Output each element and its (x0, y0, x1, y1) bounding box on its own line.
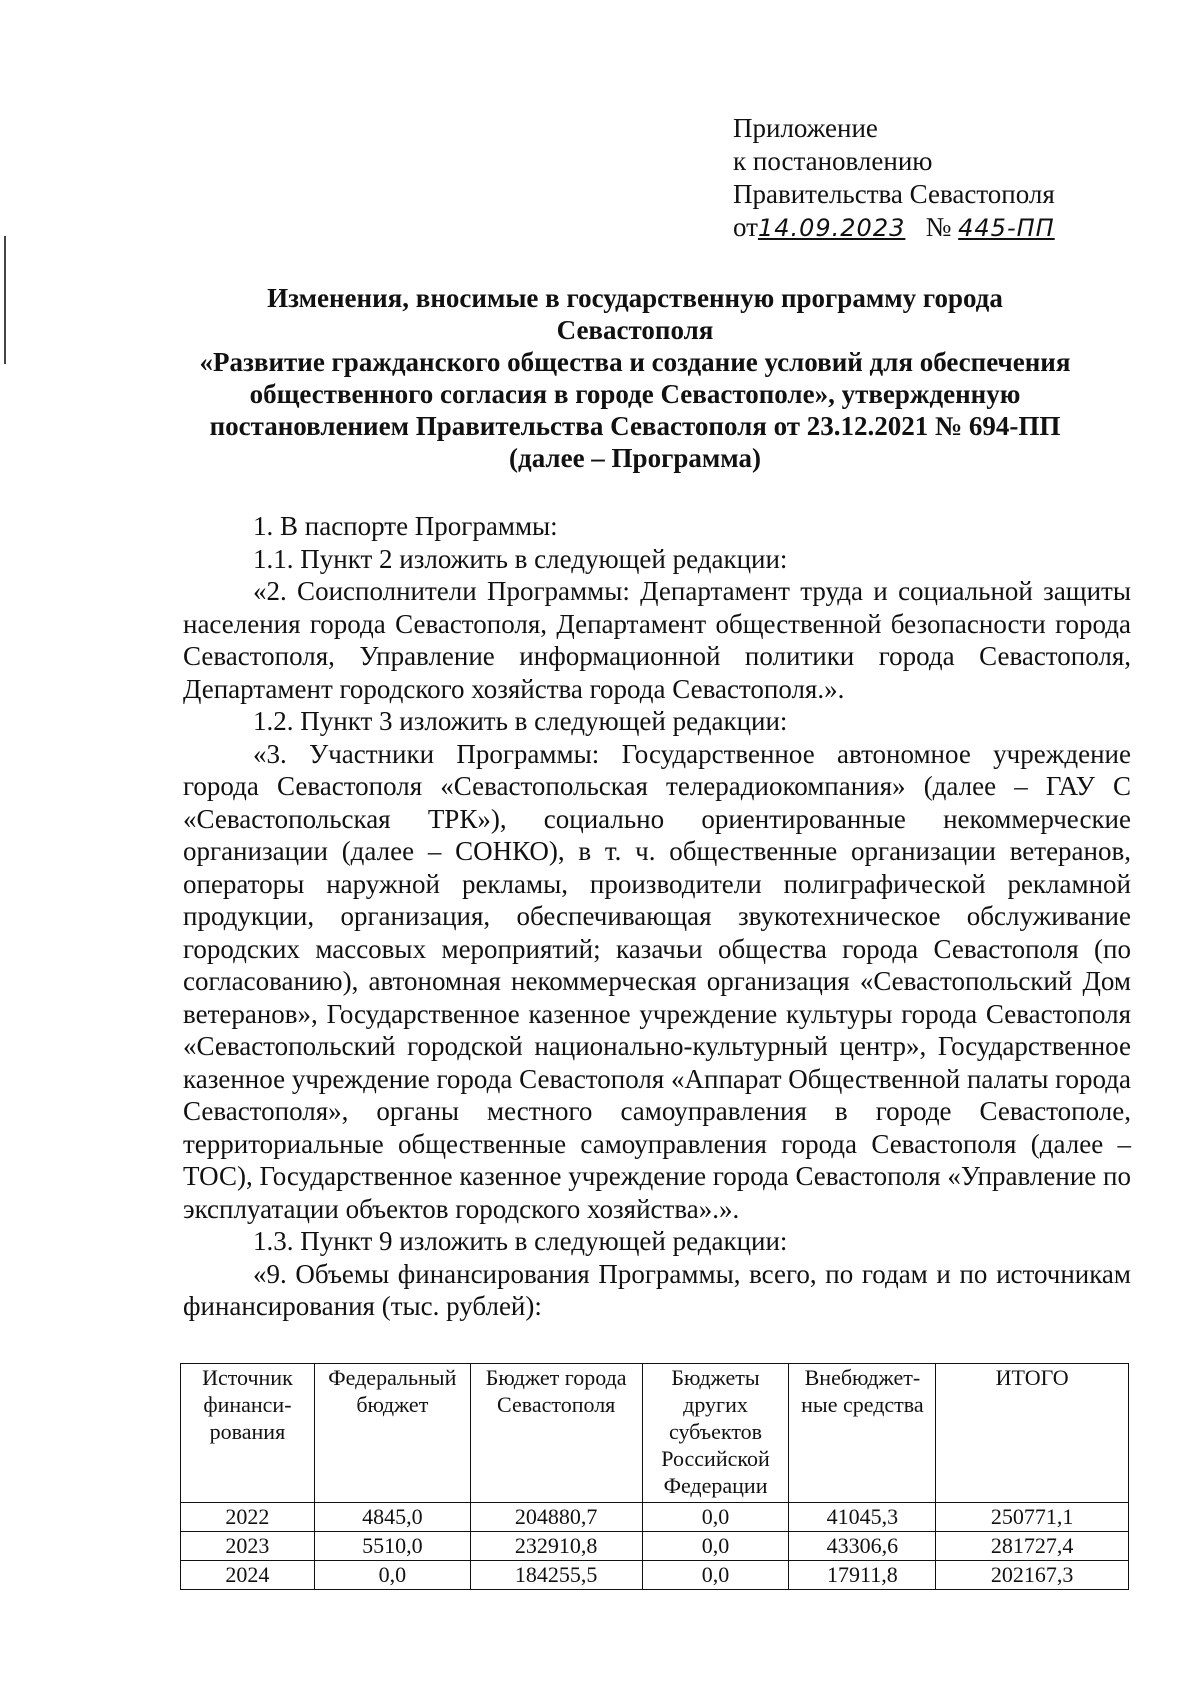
header-extrabudgetary: Внебюджет-ные средства (789, 1364, 936, 1503)
paragraph-1-1: 1.1. Пункт 2 изложить в следующей редакции: (253, 543, 788, 574)
table-row (181, 1503, 1129, 1532)
header-other-subjects: Бюджеты других субъектов Российской Федерации (642, 1364, 789, 1503)
title-line-6: (далее – Программа) (509, 443, 761, 473)
cell-year: 2024 (181, 1561, 315, 1590)
paragraph-participants: «3. Участники Программы: Государственное автономное учреждение города Севастополя «Севастопольская телерадиокомпания» (далее – ГАУ С «Севастопольская ТРК»), социально ориентированные некоммерческие организации (далее – СОНКО), в т. ч. общественные организации ветеранов, операторы наружной рекламы, производители полиграфической рекламной продукции, организация, обеспечивающая звукотехническое обслуживание городских массовых мероприятий; казачьи общества города Севастополя (по согласованию), автономная некоммерческая организация «Севастопольский Дом ветеранов», Государственное казенное учреждение культуры города Севастополя «Севастопольский городской национально-культурный центр», Государственное казенное учреждение города Севастополя «Аппарат Общественной палаты города Севастополя», органы местного самоуправления в городе Севастополе, территориальные общественные самоуправления города Севастополя (далее – ТОС), Государственное казенное учреждение города Севастополя «Управление по эксплуатации объектов городского хозяйства».». (183, 738, 1131, 1224)
appendix-date-line (733, 211, 1055, 245)
paragraph-1-2: 1.2. Пункт 3 изложить в следующей редакции: (253, 706, 788, 736)
document-title (170, 282, 1100, 474)
title-line-3: «Развитие гражданского общества и создание условий для обеспечения (199, 347, 1071, 377)
appendix-block (733, 112, 1055, 245)
header-city-budget: Бюджет города Севастополя (470, 1364, 642, 1503)
table-header-row (181, 1364, 1129, 1503)
paragraph-1-3: 1.3. Пункт 9 изложить в следующей редакции: (253, 1226, 788, 1256)
cell-city: 232910,8 (470, 1532, 642, 1561)
handwritten-date: 14.09.2023 (757, 214, 906, 242)
header-source: Источник финанси-рования (181, 1364, 315, 1503)
cell-total: 281727,4 (936, 1532, 1129, 1561)
cell-city: 204880,7 (470, 1503, 642, 1532)
cell-total: 250771,1 (936, 1503, 1129, 1532)
paragraph-1: 1. В паспорте Программы: (253, 511, 558, 541)
title-line-1: Изменения, вносимые в государственную программу города (267, 283, 1003, 313)
scan-edge-mark (4, 236, 6, 364)
cell-total: 202167,3 (936, 1561, 1129, 1590)
date-prefix: от (733, 212, 758, 242)
cell-extra: 43306,6 (789, 1532, 936, 1561)
handwritten-number: 445-ПП (958, 214, 1055, 242)
table-row (181, 1532, 1129, 1561)
number-prefix: № (925, 212, 952, 242)
paragraph-coexecutors: «2. Соисполнители Программы: Департамент труда и социальной защиты населения города Севастополя, Департамент общественной безопасности города Севастополя, Управление информационной политики города Севастополя, Департамент городского хозяйства города Севастополя.». (183, 576, 1131, 704)
cell-federal: 5510,0 (314, 1532, 470, 1561)
header-total: ИТОГО (936, 1364, 1129, 1503)
cell-other: 0,0 (642, 1532, 789, 1561)
title-line-5: постановлением Правительства Севастополя от 23.12.2021 № 694-ПП (209, 411, 1061, 441)
cell-other: 0,0 (642, 1561, 789, 1590)
title-line-2: Севастополя (556, 315, 714, 345)
cell-year: 2023 (181, 1532, 315, 1561)
cell-other: 0,0 (642, 1503, 789, 1532)
header-federal: Федеральный бюджет (314, 1364, 470, 1503)
appendix-line-2: к постановлению (733, 146, 933, 176)
cell-extra: 41045,3 (789, 1503, 936, 1532)
table-row (181, 1561, 1129, 1590)
document-body (183, 510, 1131, 1323)
cell-year: 2022 (181, 1503, 315, 1532)
cell-extra: 17911,8 (789, 1561, 936, 1590)
cell-city: 184255,5 (470, 1561, 642, 1590)
paragraph-financing: «9. Объемы финансирования Программы, всего, по годам и по источникам финансирования (тыс. рублей): (183, 1258, 1131, 1321)
financing-table (180, 1363, 1129, 1590)
cell-federal: 0,0 (314, 1561, 470, 1590)
appendix-line-3: Правительства Севастополя (733, 179, 1055, 209)
appendix-line-1: Приложение (733, 113, 878, 143)
title-line-4: общественного согласия в городе Севастополе», утвержденную (249, 379, 1021, 409)
cell-federal: 4845,0 (314, 1503, 470, 1532)
